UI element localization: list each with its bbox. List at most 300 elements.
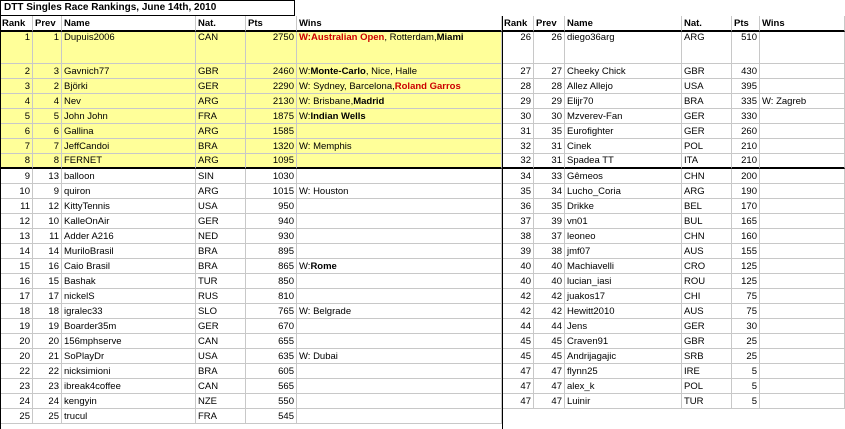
rank-cell[interactable]: 32 bbox=[502, 154, 534, 169]
pts-cell[interactable]: 1585 bbox=[246, 124, 297, 139]
nat-cell[interactable]: BRA bbox=[196, 244, 246, 259]
pts-cell[interactable]: 210 bbox=[732, 154, 760, 169]
pts-cell[interactable]: 165 bbox=[732, 214, 760, 229]
rank-cell[interactable]: 7 bbox=[0, 139, 33, 154]
rank-cell[interactable]: 34 bbox=[502, 169, 534, 184]
nat-cell[interactable]: NED bbox=[196, 229, 246, 244]
nat-cell[interactable]: USA bbox=[196, 199, 246, 214]
pts-cell[interactable]: 510 bbox=[732, 32, 760, 64]
pts-cell[interactable]: 1320 bbox=[246, 139, 297, 154]
rank-cell[interactable]: 42 bbox=[502, 304, 534, 319]
wins-cell[interactable] bbox=[297, 349, 502, 364]
nat-cell[interactable]: BRA bbox=[196, 139, 246, 154]
prev-cell[interactable]: 7 bbox=[33, 139, 62, 154]
nat-cell[interactable]: ARG bbox=[196, 154, 246, 169]
pts-cell[interactable]: 895 bbox=[246, 244, 297, 259]
wins-segment: Monte-Carlo bbox=[310, 65, 366, 77]
rank-cell[interactable]: 37 bbox=[502, 214, 534, 229]
name-cell[interactable]: leoneo bbox=[565, 229, 682, 244]
name-cell[interactable]: Gallina bbox=[62, 124, 196, 139]
wins-cell[interactable] bbox=[760, 394, 845, 409]
wins-cell[interactable] bbox=[297, 184, 502, 199]
wins-cell[interactable] bbox=[760, 169, 845, 184]
wins-cell[interactable] bbox=[297, 199, 502, 214]
prev-cell[interactable]: 40 bbox=[534, 259, 565, 274]
pts-cell[interactable]: 330 bbox=[732, 109, 760, 124]
name-cell[interactable]: balloon bbox=[62, 169, 196, 184]
name-cell[interactable]: Andrijagajic bbox=[565, 349, 682, 364]
rank-cell[interactable]: 36 bbox=[502, 199, 534, 214]
nat-cell[interactable]: ARG bbox=[196, 124, 246, 139]
name-cell[interactable]: Luinir bbox=[565, 394, 682, 409]
header-nat: Nat. bbox=[682, 16, 732, 32]
rank-cell[interactable]: 10 bbox=[0, 184, 33, 199]
pts-cell[interactable]: 810 bbox=[246, 289, 297, 304]
prev-cell[interactable]: 47 bbox=[534, 394, 565, 409]
rank-cell[interactable]: 19 bbox=[0, 319, 33, 334]
prev-cell[interactable]: 15 bbox=[33, 274, 62, 289]
name-cell[interactable]: SoPlayDr bbox=[62, 349, 196, 364]
nat-cell[interactable]: POL bbox=[682, 139, 732, 154]
rank-cell[interactable]: 35 bbox=[502, 184, 534, 199]
rank-cell[interactable]: 4 bbox=[0, 94, 33, 109]
pts-cell[interactable]: 545 bbox=[246, 409, 297, 424]
prev-cell[interactable]: 19 bbox=[33, 319, 62, 334]
wins-cell[interactable] bbox=[297, 214, 502, 229]
pts-cell[interactable]: 190 bbox=[732, 184, 760, 199]
name-cell[interactable]: Machiavelli bbox=[565, 259, 682, 274]
prev-cell[interactable]: 17 bbox=[33, 289, 62, 304]
prev-cell[interactable]: 28 bbox=[534, 79, 565, 94]
name-cell[interactable]: JeffCandoi bbox=[62, 139, 196, 154]
name-cell[interactable]: alex_k bbox=[565, 379, 682, 394]
nat-cell[interactable]: RUS bbox=[196, 289, 246, 304]
pts-cell[interactable]: 5 bbox=[732, 379, 760, 394]
pts-cell[interactable]: 430 bbox=[732, 64, 760, 79]
prev-cell[interactable]: 31 bbox=[534, 139, 565, 154]
prev-cell[interactable]: 14 bbox=[33, 244, 62, 259]
rank-cell[interactable]: 39 bbox=[502, 244, 534, 259]
name-cell[interactable]: igralec33 bbox=[62, 304, 196, 319]
rank-cell[interactable]: 47 bbox=[502, 394, 534, 409]
prev-cell[interactable]: 22 bbox=[33, 364, 62, 379]
wins-cell[interactable] bbox=[297, 79, 502, 94]
wins-cell[interactable] bbox=[297, 124, 502, 139]
name-cell[interactable]: MuriloBrasil bbox=[62, 244, 196, 259]
name-cell[interactable]: Dupuis2006 bbox=[62, 32, 196, 64]
name-cell[interactable]: Mzverev-Fan bbox=[565, 109, 682, 124]
nat-cell[interactable]: IRE bbox=[682, 364, 732, 379]
rank-cell[interactable]: 25 bbox=[0, 409, 33, 424]
pts-cell[interactable]: 335 bbox=[732, 94, 760, 109]
prev-cell[interactable]: 26 bbox=[534, 32, 565, 64]
pts-cell[interactable]: 2290 bbox=[246, 79, 297, 94]
name-cell[interactable]: juakos17 bbox=[565, 289, 682, 304]
wins-cell[interactable] bbox=[760, 124, 845, 139]
nat-cell[interactable]: USA bbox=[196, 349, 246, 364]
pts-cell[interactable]: 160 bbox=[732, 229, 760, 244]
wins-cell[interactable] bbox=[297, 169, 502, 184]
wins-cell[interactable] bbox=[297, 244, 502, 259]
prev-cell[interactable]: 47 bbox=[534, 379, 565, 394]
name-cell[interactable]: quiron bbox=[62, 184, 196, 199]
rank-cell[interactable]: 47 bbox=[502, 379, 534, 394]
rank-cell[interactable]: 47 bbox=[502, 364, 534, 379]
wins-cell[interactable] bbox=[760, 304, 845, 319]
pts-cell[interactable]: 5 bbox=[732, 394, 760, 409]
nat-cell[interactable]: SIN bbox=[196, 169, 246, 184]
pts-cell[interactable]: 210 bbox=[732, 139, 760, 154]
name-cell[interactable]: kengyin bbox=[62, 394, 196, 409]
nat-cell[interactable]: ARG bbox=[196, 94, 246, 109]
prev-cell[interactable]: 34 bbox=[534, 184, 565, 199]
pts-cell[interactable]: 125 bbox=[732, 259, 760, 274]
rank-cell[interactable]: 45 bbox=[502, 349, 534, 364]
wins-cell[interactable] bbox=[297, 364, 502, 379]
prev-cell[interactable]: 42 bbox=[534, 289, 565, 304]
rank-cell[interactable]: 40 bbox=[502, 274, 534, 289]
name-cell[interactable]: Hewitt2010 bbox=[565, 304, 682, 319]
wins-cell[interactable] bbox=[760, 259, 845, 274]
name-cell[interactable]: Adder A216 bbox=[62, 229, 196, 244]
name-cell[interactable]: Nev bbox=[62, 94, 196, 109]
wins-cell[interactable] bbox=[297, 139, 502, 154]
wins-cell[interactable] bbox=[760, 334, 845, 349]
rank-cell[interactable]: 17 bbox=[0, 289, 33, 304]
nat-cell[interactable]: SRB bbox=[682, 349, 732, 364]
wins-cell[interactable] bbox=[760, 274, 845, 289]
nat-cell[interactable]: ITA bbox=[682, 154, 732, 169]
rank-cell[interactable]: 20 bbox=[0, 349, 33, 364]
name-cell[interactable]: KittyTennis bbox=[62, 199, 196, 214]
prev-cell[interactable]: 12 bbox=[33, 199, 62, 214]
nat-cell[interactable]: CAN bbox=[196, 379, 246, 394]
nat-cell[interactable]: TUR bbox=[196, 274, 246, 289]
rank-cell[interactable]: 5 bbox=[0, 109, 33, 124]
prev-cell[interactable]: 5 bbox=[33, 109, 62, 124]
prev-cell[interactable]: 29 bbox=[534, 94, 565, 109]
pts-cell[interactable]: 200 bbox=[732, 169, 760, 184]
pts-cell[interactable]: 865 bbox=[246, 259, 297, 274]
prev-cell[interactable]: 3 bbox=[33, 64, 62, 79]
pts-cell[interactable]: 930 bbox=[246, 229, 297, 244]
prev-cell[interactable]: 45 bbox=[534, 334, 565, 349]
prev-cell[interactable]: 24 bbox=[33, 394, 62, 409]
wins-cell[interactable] bbox=[760, 109, 845, 124]
name-cell[interactable]: Gêmeos bbox=[565, 169, 682, 184]
wins-cell[interactable] bbox=[760, 319, 845, 334]
nat-cell[interactable]: ROU bbox=[682, 274, 732, 289]
prev-cell[interactable]: 27 bbox=[534, 64, 565, 79]
name-cell[interactable]: Drikke bbox=[565, 199, 682, 214]
rank-cell[interactable]: 31 bbox=[502, 124, 534, 139]
nat-cell[interactable]: CRO bbox=[682, 259, 732, 274]
pts-cell[interactable]: 25 bbox=[732, 349, 760, 364]
prev-cell[interactable]: 35 bbox=[534, 199, 565, 214]
wins-cell[interactable] bbox=[297, 289, 502, 304]
pts-cell[interactable]: 850 bbox=[246, 274, 297, 289]
pts-cell[interactable]: 25 bbox=[732, 334, 760, 349]
rank-cell[interactable]: 22 bbox=[0, 364, 33, 379]
wins-cell[interactable] bbox=[760, 79, 845, 94]
pts-cell[interactable]: 30 bbox=[732, 319, 760, 334]
nat-cell[interactable]: GBR bbox=[682, 334, 732, 349]
wins-cell[interactable] bbox=[297, 394, 502, 409]
table-row bbox=[0, 169, 502, 184]
nat-cell[interactable]: ARG bbox=[682, 32, 732, 64]
name-cell[interactable]: jmf07 bbox=[565, 244, 682, 259]
pts-cell[interactable]: 2460 bbox=[246, 64, 297, 79]
rank-cell[interactable]: 27 bbox=[502, 64, 534, 79]
name-cell[interactable]: Eurofighter bbox=[565, 124, 682, 139]
nat-cell[interactable]: SLO bbox=[196, 304, 246, 319]
prev-cell[interactable]: 47 bbox=[534, 364, 565, 379]
name-cell[interactable]: vn01 bbox=[565, 214, 682, 229]
pts-cell[interactable]: 765 bbox=[246, 304, 297, 319]
nat-cell[interactable]: GER bbox=[196, 214, 246, 229]
wins-cell[interactable] bbox=[760, 214, 845, 229]
prev-cell[interactable]: 31 bbox=[534, 154, 565, 169]
prev-cell[interactable]: 42 bbox=[534, 304, 565, 319]
wins-cell[interactable] bbox=[297, 94, 502, 109]
nat-cell[interactable]: POL bbox=[682, 379, 732, 394]
rank-cell[interactable]: 16 bbox=[0, 274, 33, 289]
name-cell[interactable]: Jens bbox=[565, 319, 682, 334]
rank-cell[interactable]: 44 bbox=[502, 319, 534, 334]
nat-cell[interactable]: AUS bbox=[682, 244, 732, 259]
wins-cell[interactable] bbox=[760, 199, 845, 214]
pts-cell[interactable]: 260 bbox=[732, 124, 760, 139]
nat-cell[interactable]: CHN bbox=[682, 169, 732, 184]
nat-cell[interactable]: GER bbox=[196, 319, 246, 334]
name-cell[interactable]: lucian_iasi bbox=[565, 274, 682, 289]
nat-cell[interactable]: CHN bbox=[682, 229, 732, 244]
pts-cell[interactable]: 550 bbox=[246, 394, 297, 409]
nat-cell[interactable]: BUL bbox=[682, 214, 732, 229]
wins-cell[interactable] bbox=[297, 319, 502, 334]
prev-cell[interactable]: 10 bbox=[33, 214, 62, 229]
prev-cell[interactable]: 39 bbox=[534, 214, 565, 229]
wins-cell[interactable] bbox=[760, 229, 845, 244]
name-cell[interactable]: Elijr70 bbox=[565, 94, 682, 109]
rank-cell[interactable]: 12 bbox=[0, 214, 33, 229]
nat-cell[interactable]: USA bbox=[682, 79, 732, 94]
rank-cell[interactable]: 2 bbox=[0, 64, 33, 79]
wins-cell[interactable] bbox=[297, 304, 502, 319]
prev-cell[interactable]: 6 bbox=[33, 124, 62, 139]
wins-cell[interactable] bbox=[760, 32, 845, 64]
wins-cell[interactable] bbox=[760, 379, 845, 394]
prev-cell[interactable]: 18 bbox=[33, 304, 62, 319]
rank-cell[interactable]: 8 bbox=[0, 154, 33, 169]
nat-cell[interactable]: CHI bbox=[682, 289, 732, 304]
nat-cell[interactable]: BRA bbox=[196, 364, 246, 379]
wins-cell[interactable] bbox=[760, 244, 845, 259]
rank-cell[interactable]: 18 bbox=[0, 304, 33, 319]
wins-cell[interactable] bbox=[297, 259, 502, 274]
pts-cell[interactable]: 155 bbox=[732, 244, 760, 259]
name-cell[interactable]: Cinek bbox=[565, 139, 682, 154]
pts-cell[interactable]: 125 bbox=[732, 274, 760, 289]
prev-cell[interactable]: 4 bbox=[33, 94, 62, 109]
name-cell[interactable]: ibreak4coffee bbox=[62, 379, 196, 394]
pts-cell[interactable]: 75 bbox=[732, 289, 760, 304]
wins-cell[interactable]: W: Zagreb bbox=[760, 94, 845, 109]
wins-cell[interactable] bbox=[760, 64, 845, 79]
nat-cell[interactable]: FRA bbox=[196, 109, 246, 124]
pts-cell[interactable]: 950 bbox=[246, 199, 297, 214]
wins-cell[interactable] bbox=[297, 154, 502, 169]
pts-cell[interactable]: 605 bbox=[246, 364, 297, 379]
nat-cell[interactable]: BRA bbox=[196, 259, 246, 274]
wins-cell[interactable] bbox=[297, 409, 502, 424]
pts-cell[interactable]: 75 bbox=[732, 304, 760, 319]
prev-cell[interactable]: 33 bbox=[534, 169, 565, 184]
nat-cell[interactable]: CAN bbox=[196, 32, 246, 64]
prev-cell[interactable]: 1 bbox=[33, 32, 62, 64]
name-cell[interactable]: nickelS bbox=[62, 289, 196, 304]
rank-cell[interactable]: 29 bbox=[502, 94, 534, 109]
name-cell[interactable]: Bashak bbox=[62, 274, 196, 289]
nat-cell[interactable]: GER bbox=[196, 79, 246, 94]
rank-cell[interactable]: 15 bbox=[0, 259, 33, 274]
name-cell[interactable]: Spadea TT bbox=[565, 154, 682, 169]
prev-cell[interactable]: 40 bbox=[534, 274, 565, 289]
prev-cell[interactable]: 23 bbox=[33, 379, 62, 394]
prev-cell[interactable]: 20 bbox=[33, 334, 62, 349]
nat-cell[interactable]: CAN bbox=[196, 334, 246, 349]
name-cell[interactable]: FERNET bbox=[62, 154, 196, 169]
name-cell[interactable]: diego36arg bbox=[565, 32, 682, 64]
wins-cell[interactable] bbox=[760, 289, 845, 304]
pts-cell[interactable]: 2130 bbox=[246, 94, 297, 109]
table-row bbox=[0, 259, 502, 274]
nat-cell[interactable]: FRA bbox=[196, 409, 246, 424]
wins-cell[interactable] bbox=[760, 139, 845, 154]
nat-cell[interactable]: TUR bbox=[682, 394, 732, 409]
rank-cell[interactable]: 38 bbox=[502, 229, 534, 244]
wins-cell[interactable] bbox=[297, 229, 502, 244]
rank-cell[interactable]: 42 bbox=[502, 289, 534, 304]
nat-cell[interactable]: NZE bbox=[196, 394, 246, 409]
name-cell[interactable]: flynn25 bbox=[565, 364, 682, 379]
wins-segment: W: Memphis bbox=[299, 140, 352, 152]
pts-cell[interactable]: 940 bbox=[246, 214, 297, 229]
pts-cell[interactable]: 1030 bbox=[246, 169, 297, 184]
prev-cell[interactable]: 45 bbox=[534, 349, 565, 364]
rank-cell[interactable]: 20 bbox=[0, 334, 33, 349]
rank-cell[interactable]: 9 bbox=[0, 169, 33, 184]
prev-cell[interactable]: 30 bbox=[534, 109, 565, 124]
prev-cell[interactable]: 21 bbox=[33, 349, 62, 364]
rank-cell[interactable]: 30 bbox=[502, 109, 534, 124]
name-cell[interactable]: Boarder35m bbox=[62, 319, 196, 334]
rank-cell[interactable]: 32 bbox=[502, 139, 534, 154]
name-cell[interactable]: trucul bbox=[62, 409, 196, 424]
wins-cell[interactable] bbox=[760, 364, 845, 379]
rank-cell[interactable]: 24 bbox=[0, 394, 33, 409]
wins-cell[interactable] bbox=[760, 154, 845, 169]
wins-cell[interactable] bbox=[760, 184, 845, 199]
prev-cell[interactable]: 37 bbox=[534, 229, 565, 244]
pts-cell[interactable]: 655 bbox=[246, 334, 297, 349]
rank-cell[interactable]: 26 bbox=[502, 32, 534, 64]
rank-cell[interactable]: 11 bbox=[0, 199, 33, 214]
nat-cell[interactable]: GER bbox=[682, 319, 732, 334]
nat-cell[interactable]: GBR bbox=[682, 64, 732, 79]
nat-cell[interactable]: AUS bbox=[682, 304, 732, 319]
nat-cell[interactable]: GBR bbox=[196, 64, 246, 79]
prev-cell[interactable]: 38 bbox=[534, 244, 565, 259]
nat-cell[interactable]: ARG bbox=[196, 184, 246, 199]
pts-cell[interactable]: 1015 bbox=[246, 184, 297, 199]
pts-cell[interactable]: 395 bbox=[732, 79, 760, 94]
prev-cell[interactable]: 8 bbox=[33, 154, 62, 169]
pts-cell[interactable]: 2750 bbox=[246, 32, 297, 64]
rank-cell[interactable]: 40 bbox=[502, 259, 534, 274]
nat-cell[interactable]: GER bbox=[682, 124, 732, 139]
wins-cell[interactable] bbox=[297, 109, 502, 124]
name-cell[interactable]: Lucho_Coria bbox=[565, 184, 682, 199]
name-cell[interactable]: 156mphserve bbox=[62, 334, 196, 349]
pts-cell[interactable]: 670 bbox=[246, 319, 297, 334]
pts-cell[interactable]: 565 bbox=[246, 379, 297, 394]
wins-cell[interactable] bbox=[297, 379, 502, 394]
rank-cell[interactable]: 13 bbox=[0, 229, 33, 244]
rank-cell[interactable]: 3 bbox=[0, 79, 33, 94]
prev-cell[interactable]: 35 bbox=[534, 124, 565, 139]
prev-cell[interactable]: 16 bbox=[33, 259, 62, 274]
name-cell[interactable]: KalleOnAir bbox=[62, 214, 196, 229]
wins-cell[interactable] bbox=[760, 349, 845, 364]
rank-cell[interactable]: 28 bbox=[502, 79, 534, 94]
wins-cell[interactable] bbox=[297, 32, 502, 64]
wins-cell[interactable] bbox=[297, 64, 502, 79]
wins-cell[interactable] bbox=[297, 334, 502, 349]
name-cell[interactable]: Craven91 bbox=[565, 334, 682, 349]
prev-cell[interactable]: 11 bbox=[33, 229, 62, 244]
prev-cell[interactable]: 9 bbox=[33, 184, 62, 199]
prev-cell[interactable]: 2 bbox=[33, 79, 62, 94]
rank-cell[interactable]: 14 bbox=[0, 244, 33, 259]
rank-cell[interactable]: 45 bbox=[502, 334, 534, 349]
name-cell[interactable]: Gavnich77 bbox=[62, 64, 196, 79]
pts-cell[interactable]: 635 bbox=[246, 349, 297, 364]
wins-cell[interactable] bbox=[297, 274, 502, 289]
prev-cell[interactable]: 44 bbox=[534, 319, 565, 334]
name-cell[interactable]: Björki bbox=[62, 79, 196, 94]
rank-cell[interactable]: 1 bbox=[0, 32, 33, 64]
pts-cell[interactable]: 170 bbox=[732, 199, 760, 214]
nat-cell[interactable]: BEL bbox=[682, 199, 732, 214]
prev-cell[interactable]: 13 bbox=[33, 169, 62, 184]
name-cell[interactable]: Caio Brasil bbox=[62, 259, 196, 274]
table-row bbox=[502, 214, 845, 229]
prev-cell[interactable]: 25 bbox=[33, 409, 62, 424]
nat-cell[interactable]: BRA bbox=[682, 94, 732, 109]
rank-cell[interactable]: 23 bbox=[0, 379, 33, 394]
pts-cell[interactable]: 1095 bbox=[246, 154, 297, 169]
pts-cell[interactable]: 1875 bbox=[246, 109, 297, 124]
nat-cell[interactable]: GER bbox=[682, 109, 732, 124]
rank-cell[interactable]: 6 bbox=[0, 124, 33, 139]
name-cell[interactable]: Cheeky Chick bbox=[565, 64, 682, 79]
name-cell[interactable]: Allez Allejo bbox=[565, 79, 682, 94]
name-cell[interactable]: John John bbox=[62, 109, 196, 124]
name-cell[interactable]: nicksimioni bbox=[62, 364, 196, 379]
pts-cell[interactable]: 5 bbox=[732, 364, 760, 379]
nat-cell[interactable]: ARG bbox=[682, 184, 732, 199]
